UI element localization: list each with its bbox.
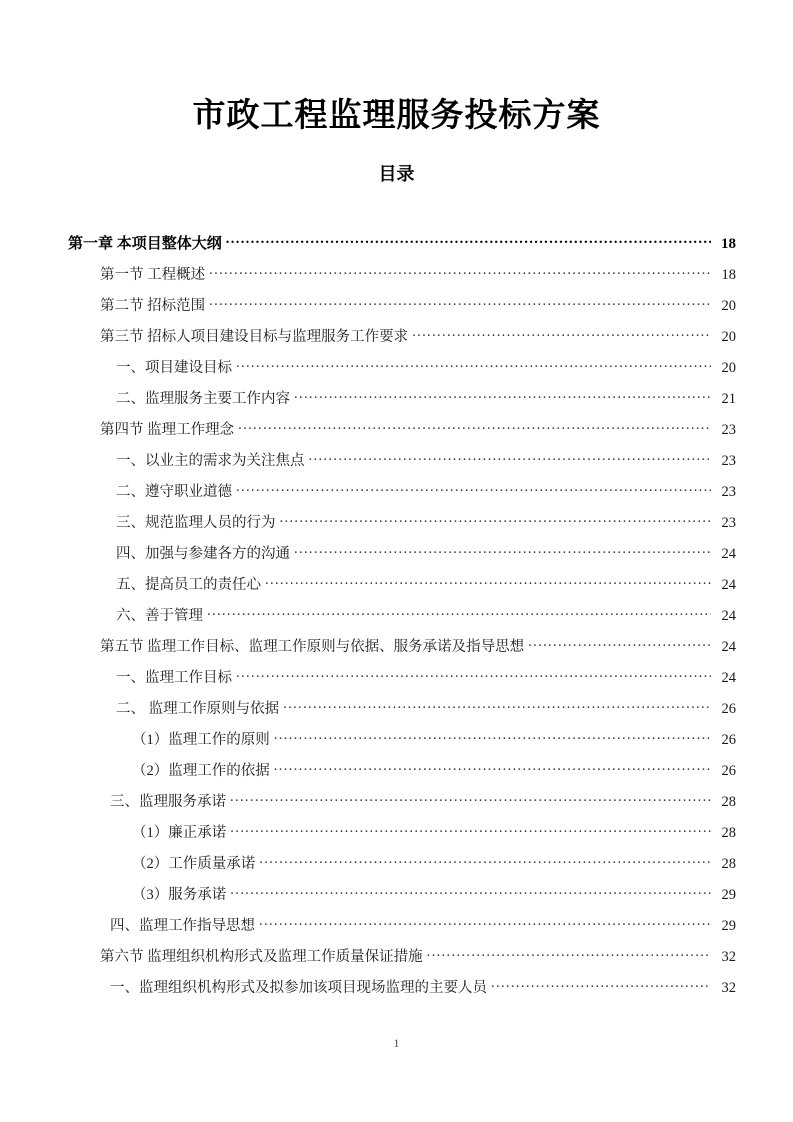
toc-entry[interactable] — [116, 697, 736, 728]
toc-dot-leader — [226, 233, 711, 248]
toc-entry-page-number: 24 — [721, 608, 736, 624]
toc-entry[interactable] — [110, 914, 736, 945]
toc-entry-label: 一、以业主的需求为关注焦点 — [116, 453, 305, 469]
toc-entry-label: （3）服务承诺 — [132, 887, 227, 903]
toc-entry-label: （1）廉正承诺 — [132, 825, 227, 841]
toc-entry-label: 第一节 工程概述 — [100, 267, 206, 283]
toc-entry-page-number: 28 — [721, 794, 736, 810]
toc-entry-page-number: 29 — [721, 918, 736, 934]
toc-entry-page-number: 28 — [721, 825, 736, 841]
toc-entry-page-number: 20 — [721, 298, 736, 314]
toc-entry[interactable] — [110, 790, 736, 821]
toc-entry-label: 一、监理工作目标 — [116, 670, 232, 686]
document-title: 市政工程监理服务投标方案 — [192, 98, 601, 134]
toc-dot-leader — [528, 637, 711, 652]
toc-dot-leader — [294, 389, 711, 404]
toc-entry[interactable] — [132, 821, 736, 852]
toc-dot-leader — [230, 885, 711, 900]
toc-entry[interactable] — [100, 945, 736, 976]
toc-entry-page-number: 28 — [721, 856, 736, 872]
toc-entry[interactable] — [132, 852, 736, 883]
toc-entry-page-number: 26 — [721, 763, 736, 779]
toc-entry-label: 三、监理服务承诺 — [110, 794, 226, 810]
toc-entry-label: 第一章 本项目整体大纲 — [68, 236, 222, 252]
toc-entry-page-number: 20 — [721, 360, 736, 376]
toc-entry[interactable] — [132, 883, 736, 914]
toc-dot-leader — [283, 699, 711, 714]
toc-dot-leader — [209, 265, 711, 280]
toc-entry-label: 四、加强与参建各方的沟通 — [116, 546, 290, 562]
toc-entry-page-number: 24 — [721, 639, 736, 655]
toc-entry-page-number: 24 — [721, 546, 736, 562]
toc-dot-leader — [209, 296, 711, 311]
toc-entry-label: （2）监理工作的依据 — [132, 763, 270, 779]
toc-entry-label: 四、监理工作指导思想 — [110, 918, 255, 934]
toc-entry[interactable] — [116, 356, 736, 387]
toc-entry[interactable] — [116, 604, 736, 635]
toc-entry-page-number: 23 — [721, 422, 736, 438]
toc-dot-leader — [294, 544, 711, 559]
toc-entry-label: 一、监理组织机构形式及拟参加该项目现场监理的主要人员 — [110, 980, 487, 996]
toc-dot-leader — [259, 854, 711, 869]
toc-entry-label: 第三节 招标人项目建设目标与监理服务工作要求 — [100, 329, 409, 345]
toc-entry-label: 一、项目建设目标 — [116, 360, 232, 376]
toc-dot-leader — [230, 792, 711, 807]
toc-entry-label: 二、监理服务主要工作内容 — [116, 391, 290, 407]
toc-entry-label: 第二节 招标范围 — [100, 298, 206, 314]
toc-entry-label: （1）监理工作的原则 — [132, 732, 270, 748]
toc-entry[interactable] — [100, 325, 736, 356]
toc-heading: 目录 — [378, 164, 415, 184]
toc-dot-leader — [236, 358, 711, 373]
toc-entry[interactable] — [116, 387, 736, 418]
toc-entry-page-number: 26 — [721, 732, 736, 748]
toc-entry-page-number: 23 — [721, 515, 736, 531]
toc-entry[interactable] — [116, 542, 736, 573]
toc-entry-label: 二、 监理工作原则与依据 — [116, 701, 280, 717]
toc-entry[interactable] — [100, 418, 736, 449]
toc-entry[interactable] — [100, 294, 736, 325]
toc-dot-leader — [412, 327, 711, 342]
toc-dot-leader — [274, 730, 711, 745]
toc-entry-page-number: 23 — [721, 484, 736, 500]
toc-entry-label: 第六节 监理组织机构形式及监理工作质量保证措施 — [100, 949, 423, 965]
toc-entry-label: 三、规范监理人员的行为 — [116, 515, 276, 531]
toc-dot-leader — [238, 420, 711, 435]
toc-dot-leader — [236, 668, 711, 683]
toc-entry-page-number: 20 — [721, 329, 736, 345]
toc-entry-page-number: 26 — [721, 701, 736, 717]
toc-entry[interactable] — [110, 976, 736, 1007]
toc-entry-label: 六、善于管理 — [116, 608, 203, 624]
toc-entry[interactable] — [116, 449, 736, 480]
toc-entry-label: （2）工作质量承诺 — [132, 856, 256, 872]
toc-entry-label: 第四节 监理工作理念 — [100, 422, 235, 438]
toc-entry[interactable] — [68, 232, 736, 263]
toc-entry-page-number: 24 — [721, 670, 736, 686]
toc-entry-page-number: 21 — [721, 391, 736, 407]
toc-entry[interactable] — [116, 573, 736, 604]
toc-dot-leader — [491, 978, 711, 993]
toc-entry-page-number: 29 — [721, 887, 736, 903]
page-number-footer: 1 — [393, 1036, 400, 1050]
toc-entry[interactable] — [132, 728, 736, 759]
toc-entry-page-number: 23 — [721, 453, 736, 469]
toc-entry-label: 五、提高员工的责任心 — [116, 577, 261, 593]
toc-dot-leader — [236, 482, 711, 497]
table-of-contents — [68, 232, 736, 1007]
toc-entry-page-number: 18 — [721, 267, 736, 283]
toc-entry-label: 二、遵守职业道德 — [116, 484, 232, 500]
toc-dot-leader — [207, 606, 711, 621]
toc-dot-leader — [280, 513, 712, 528]
toc-entry-page-number: 18 — [721, 236, 736, 252]
toc-entry[interactable] — [116, 511, 736, 542]
toc-entry[interactable] — [100, 263, 736, 294]
toc-entry[interactable] — [116, 480, 736, 511]
toc-entry-page-number: 24 — [721, 577, 736, 593]
toc-entry[interactable] — [132, 759, 736, 790]
toc-dot-leader — [427, 947, 711, 962]
toc-entry-label: 第五节 监理工作目标、监理工作原则与依据、服务承诺及指导思想 — [100, 639, 525, 655]
toc-entry-page-number: 32 — [721, 980, 736, 996]
toc-entry-page-number: 32 — [721, 949, 736, 965]
toc-entry[interactable] — [100, 635, 736, 666]
toc-dot-leader — [259, 916, 711, 931]
toc-entry[interactable] — [116, 666, 736, 697]
toc-dot-leader — [274, 761, 711, 776]
toc-dot-leader — [230, 823, 711, 838]
toc-dot-leader — [309, 451, 712, 466]
toc-dot-leader — [265, 575, 711, 590]
